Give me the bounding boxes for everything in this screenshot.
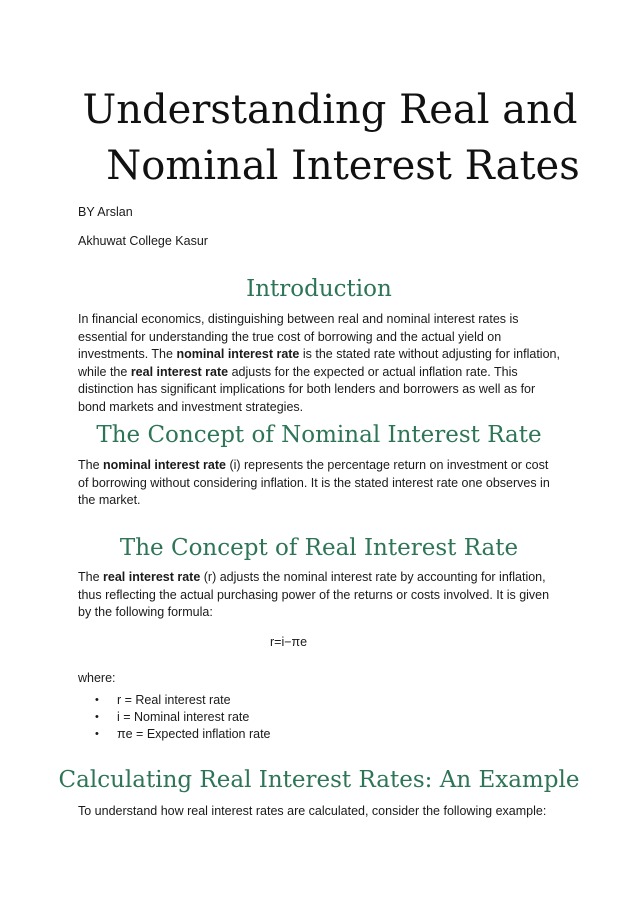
heading-introduction: Introduction — [246, 276, 392, 302]
title-line-2: Nominal Interest Rates — [106, 143, 580, 189]
title-line-1: Understanding Real and — [82, 87, 578, 133]
variable-list — [78, 692, 271, 743]
bold-real-interest-rate: real interest rate — [130, 364, 229, 379]
list-item: • πe = Expected inflation rate — [95, 727, 271, 741]
document-title — [0, 82, 638, 194]
bullet-icon: • — [95, 694, 99, 706]
bold-real-interest-rate: real interest rate — [103, 570, 201, 584]
paragraph-example: To understand how real interest rates are calculated, consider the following example: — [78, 804, 547, 818]
affiliation-line: Akhuwat College Kasur — [78, 234, 208, 248]
author-line: BY Arslan — [78, 205, 133, 219]
paragraph-introduction: In financial economics, distinguishing between real and nominal interest rates is essential for understanding the true cost of borrowing and the actual yield on investments. The nominal interest rate is the stated rate without adjusting for inflation, while the real interest rate adjusts for the expected or actual inflation rate. This distinction has significant implications for both lenders and borrowers as well as for bond markets and investment strategies. — [78, 312, 560, 414]
heading-example: Calculating Real Interest Rates: An Example — [58, 767, 580, 793]
paragraph-nominal-rate: The nominal interest rate (i) represents the percentage return on investment or cost of borrowing without considering inflation. It is the stated interest rate one observes in the market. — [78, 458, 550, 507]
heading-nominal-rate: The Concept of Nominal Interest Rate — [96, 422, 542, 448]
list-item: • r = Real interest rate — [95, 693, 231, 707]
where-label: where: — [78, 671, 116, 685]
formula: r=i−πe — [270, 635, 308, 649]
list-item: • i = Nominal interest rate — [95, 710, 250, 724]
bullet-icon: • — [95, 711, 99, 723]
bold-nominal-interest-rate: nominal interest rate — [176, 347, 300, 361]
bullet-icon: • — [95, 728, 99, 740]
bold-nominal-interest-rate: nominal interest rate — [103, 458, 226, 472]
heading-real-rate: The Concept of Real Interest Rate — [119, 535, 519, 561]
paragraph-real-rate: The real interest rate (r) adjusts the nominal interest rate by accounting for inflation, thus reflecting the actual purchasing power of the returns or costs involved. It is given by the following formula: — [78, 570, 550, 619]
